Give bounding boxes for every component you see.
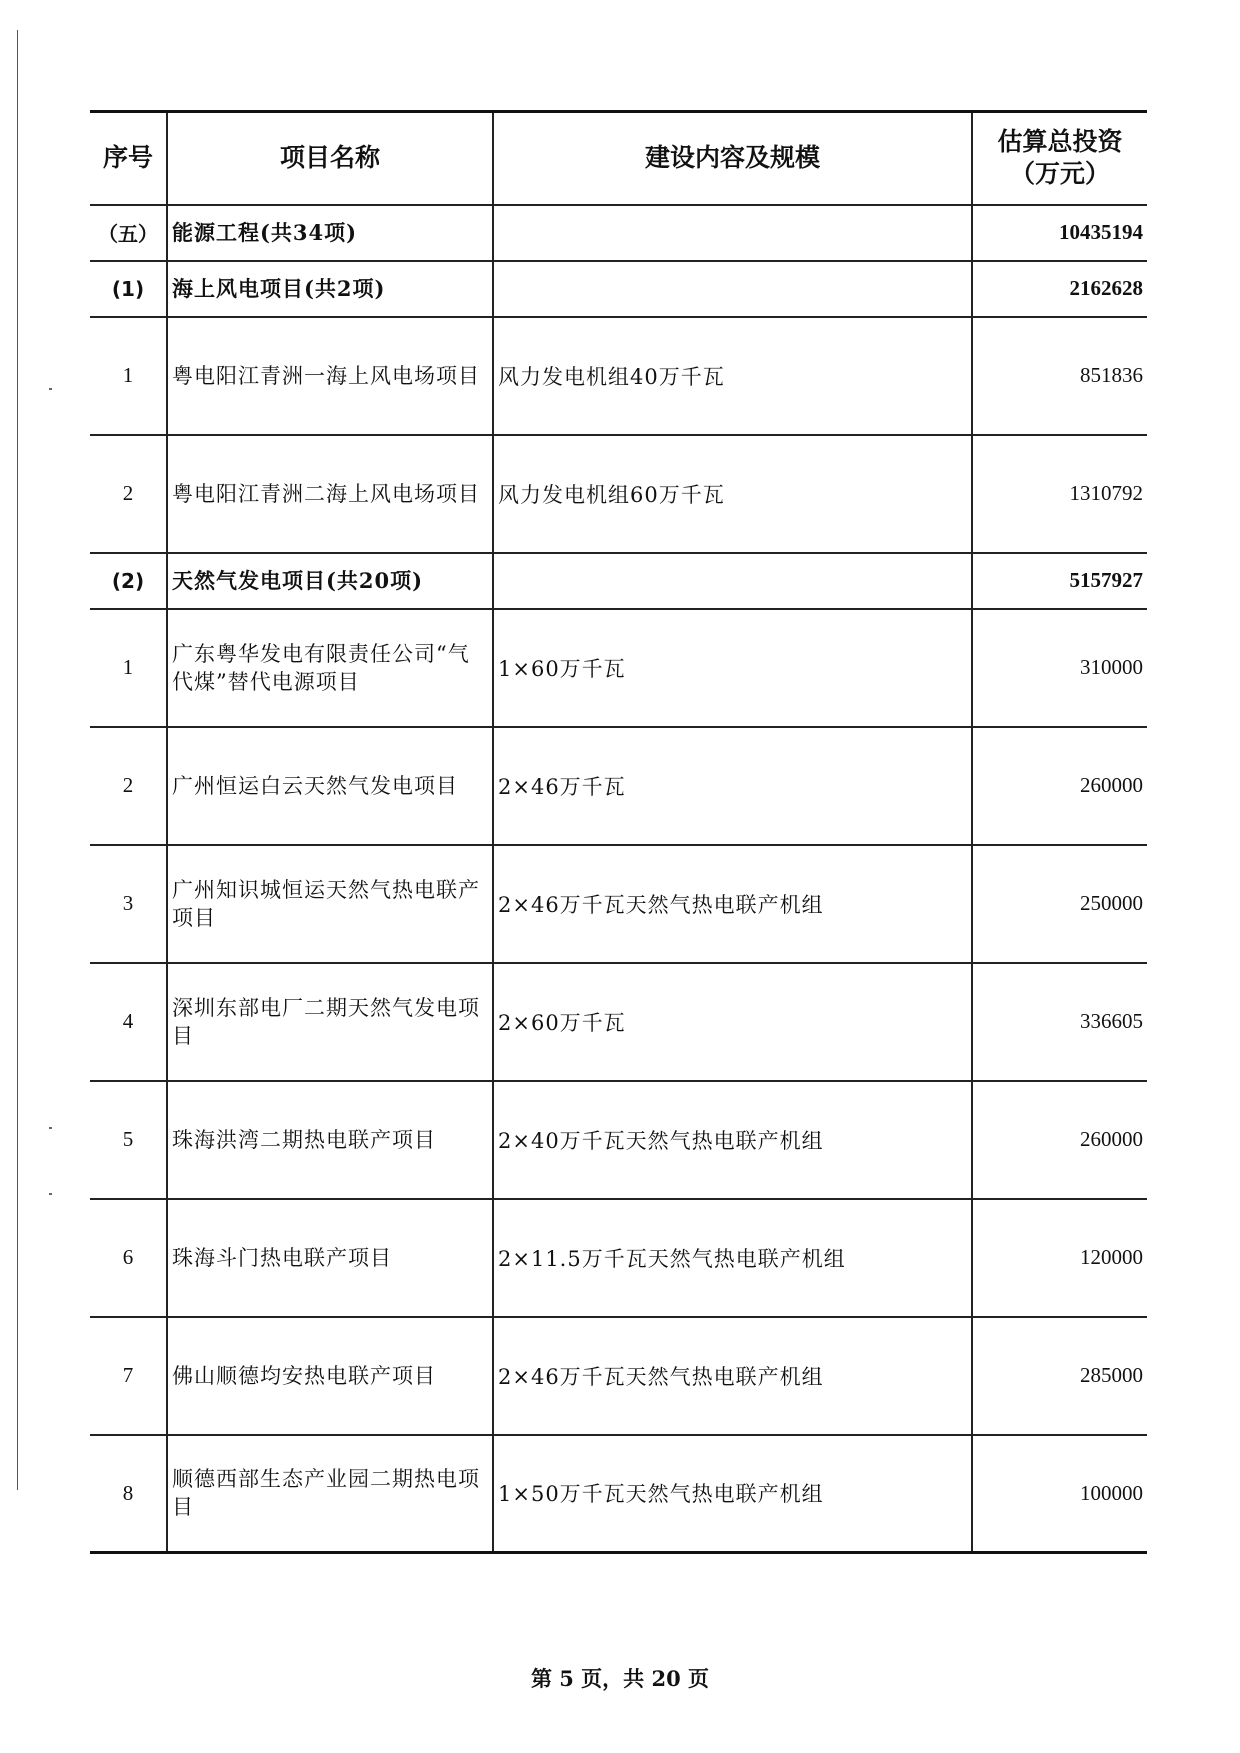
table-group-row — [90, 205, 1147, 261]
table-group-row — [90, 553, 1147, 609]
content-scale-cell — [493, 205, 972, 261]
table-row — [90, 1081, 1147, 1199]
table-row — [90, 1435, 1147, 1553]
serial-cell: 6 — [90, 1199, 167, 1317]
investment-cell: 120000 — [972, 1199, 1147, 1317]
serial-cell: 8 — [90, 1435, 167, 1553]
investment-table — [90, 110, 1147, 1554]
content-scale-cell: 2×60万千瓦 — [493, 963, 972, 1081]
investment-cell: 10435194 — [972, 205, 1147, 261]
table-row — [90, 1317, 1147, 1435]
project-name-cell: 能源工程(共34项) — [167, 205, 493, 261]
investment-cell: 250000 — [972, 845, 1147, 963]
project-name-cell: 广州知识城恒运天然气热电联产项目 — [167, 845, 493, 963]
investment-cell: 851836 — [972, 317, 1147, 435]
content-scale-cell: 2×46万千瓦天然气热电联产机组 — [493, 845, 972, 963]
binding-margin-line — [17, 30, 18, 1490]
serial-cell: 4 — [90, 963, 167, 1081]
serial-cell: （五） — [90, 205, 167, 261]
scan-speck — [49, 388, 52, 390]
header-content-scale: 建设内容及规模 — [493, 112, 972, 205]
serial-cell: 3 — [90, 845, 167, 963]
table-row — [90, 727, 1147, 845]
table-row — [90, 435, 1147, 553]
header-project-name: 项目名称 — [167, 112, 493, 205]
project-name-cell: 珠海斗门热电联产项目 — [167, 1199, 493, 1317]
project-name-cell: 粤电阳江青洲一海上风电场项目 — [167, 317, 493, 435]
table-row — [90, 845, 1147, 963]
project-name-cell: 粤电阳江青洲二海上风电场项目 — [167, 435, 493, 553]
serial-cell: 2 — [90, 435, 167, 553]
project-name-cell: 海上风电项目(共2项) — [167, 261, 493, 317]
investment-cell: 285000 — [972, 1317, 1147, 1435]
content-scale-cell: 风力发电机组60万千瓦 — [493, 435, 972, 553]
page-footer: 第 5 页，共 20 页 — [530, 1666, 710, 1691]
content-scale-cell: 1×60万千瓦 — [493, 609, 972, 727]
serial-cell: 1 — [90, 317, 167, 435]
content-scale-cell: 2×11.5万千瓦天然气热电联产机组 — [493, 1199, 972, 1317]
table-row — [90, 963, 1147, 1081]
investment-cell: 260000 — [972, 727, 1147, 845]
content-scale-cell — [493, 553, 972, 609]
project-name-cell: 珠海洪湾二期热电联产项目 — [167, 1081, 493, 1199]
project-name-cell: 顺德西部生态产业园二期热电项目 — [167, 1435, 493, 1553]
scan-speck — [49, 1127, 52, 1129]
investment-cell: 5157927 — [972, 553, 1147, 609]
header-investment: 估算总投资 （万元） — [972, 112, 1147, 205]
project-name-cell: 天然气发电项目(共20项) — [167, 553, 493, 609]
investment-cell: 2162628 — [972, 261, 1147, 317]
project-name-cell: 广东粤华发电有限责任公司“气代煤”替代电源项目 — [167, 609, 493, 727]
content-scale-cell — [493, 261, 972, 317]
content-scale-cell: 风力发电机组40万千瓦 — [493, 317, 972, 435]
project-name-cell: 深圳东部电厂二期天然气发电项目 — [167, 963, 493, 1081]
investment-cell: 336605 — [972, 963, 1147, 1081]
header-serial: 序号 — [90, 112, 167, 205]
serial-cell: (2) — [90, 553, 167, 609]
serial-cell: (1) — [90, 261, 167, 317]
investment-cell: 1310792 — [972, 435, 1147, 553]
serial-cell: 2 — [90, 727, 167, 845]
scan-speck — [49, 1193, 52, 1195]
table-row — [90, 609, 1147, 727]
content-scale-cell: 1×50万千瓦天然气热电联产机组 — [493, 1435, 972, 1553]
content-scale-cell: 2×46万千瓦天然气热电联产机组 — [493, 1317, 972, 1435]
content-scale-cell: 2×46万千瓦 — [493, 727, 972, 845]
project-name-cell: 佛山顺德均安热电联产项目 — [167, 1317, 493, 1435]
project-name-cell: 广州恒运白云天然气发电项目 — [167, 727, 493, 845]
table-header-row — [90, 112, 1147, 205]
investment-cell: 260000 — [972, 1081, 1147, 1199]
serial-cell: 5 — [90, 1081, 167, 1199]
table-row — [90, 317, 1147, 435]
table-row — [90, 1199, 1147, 1317]
investment-cell: 310000 — [972, 609, 1147, 727]
investment-cell: 100000 — [972, 1435, 1147, 1553]
serial-cell: 1 — [90, 609, 167, 727]
serial-cell: 7 — [90, 1317, 167, 1435]
table-group-row — [90, 261, 1147, 317]
content-scale-cell: 2×40万千瓦天然气热电联产机组 — [493, 1081, 972, 1199]
